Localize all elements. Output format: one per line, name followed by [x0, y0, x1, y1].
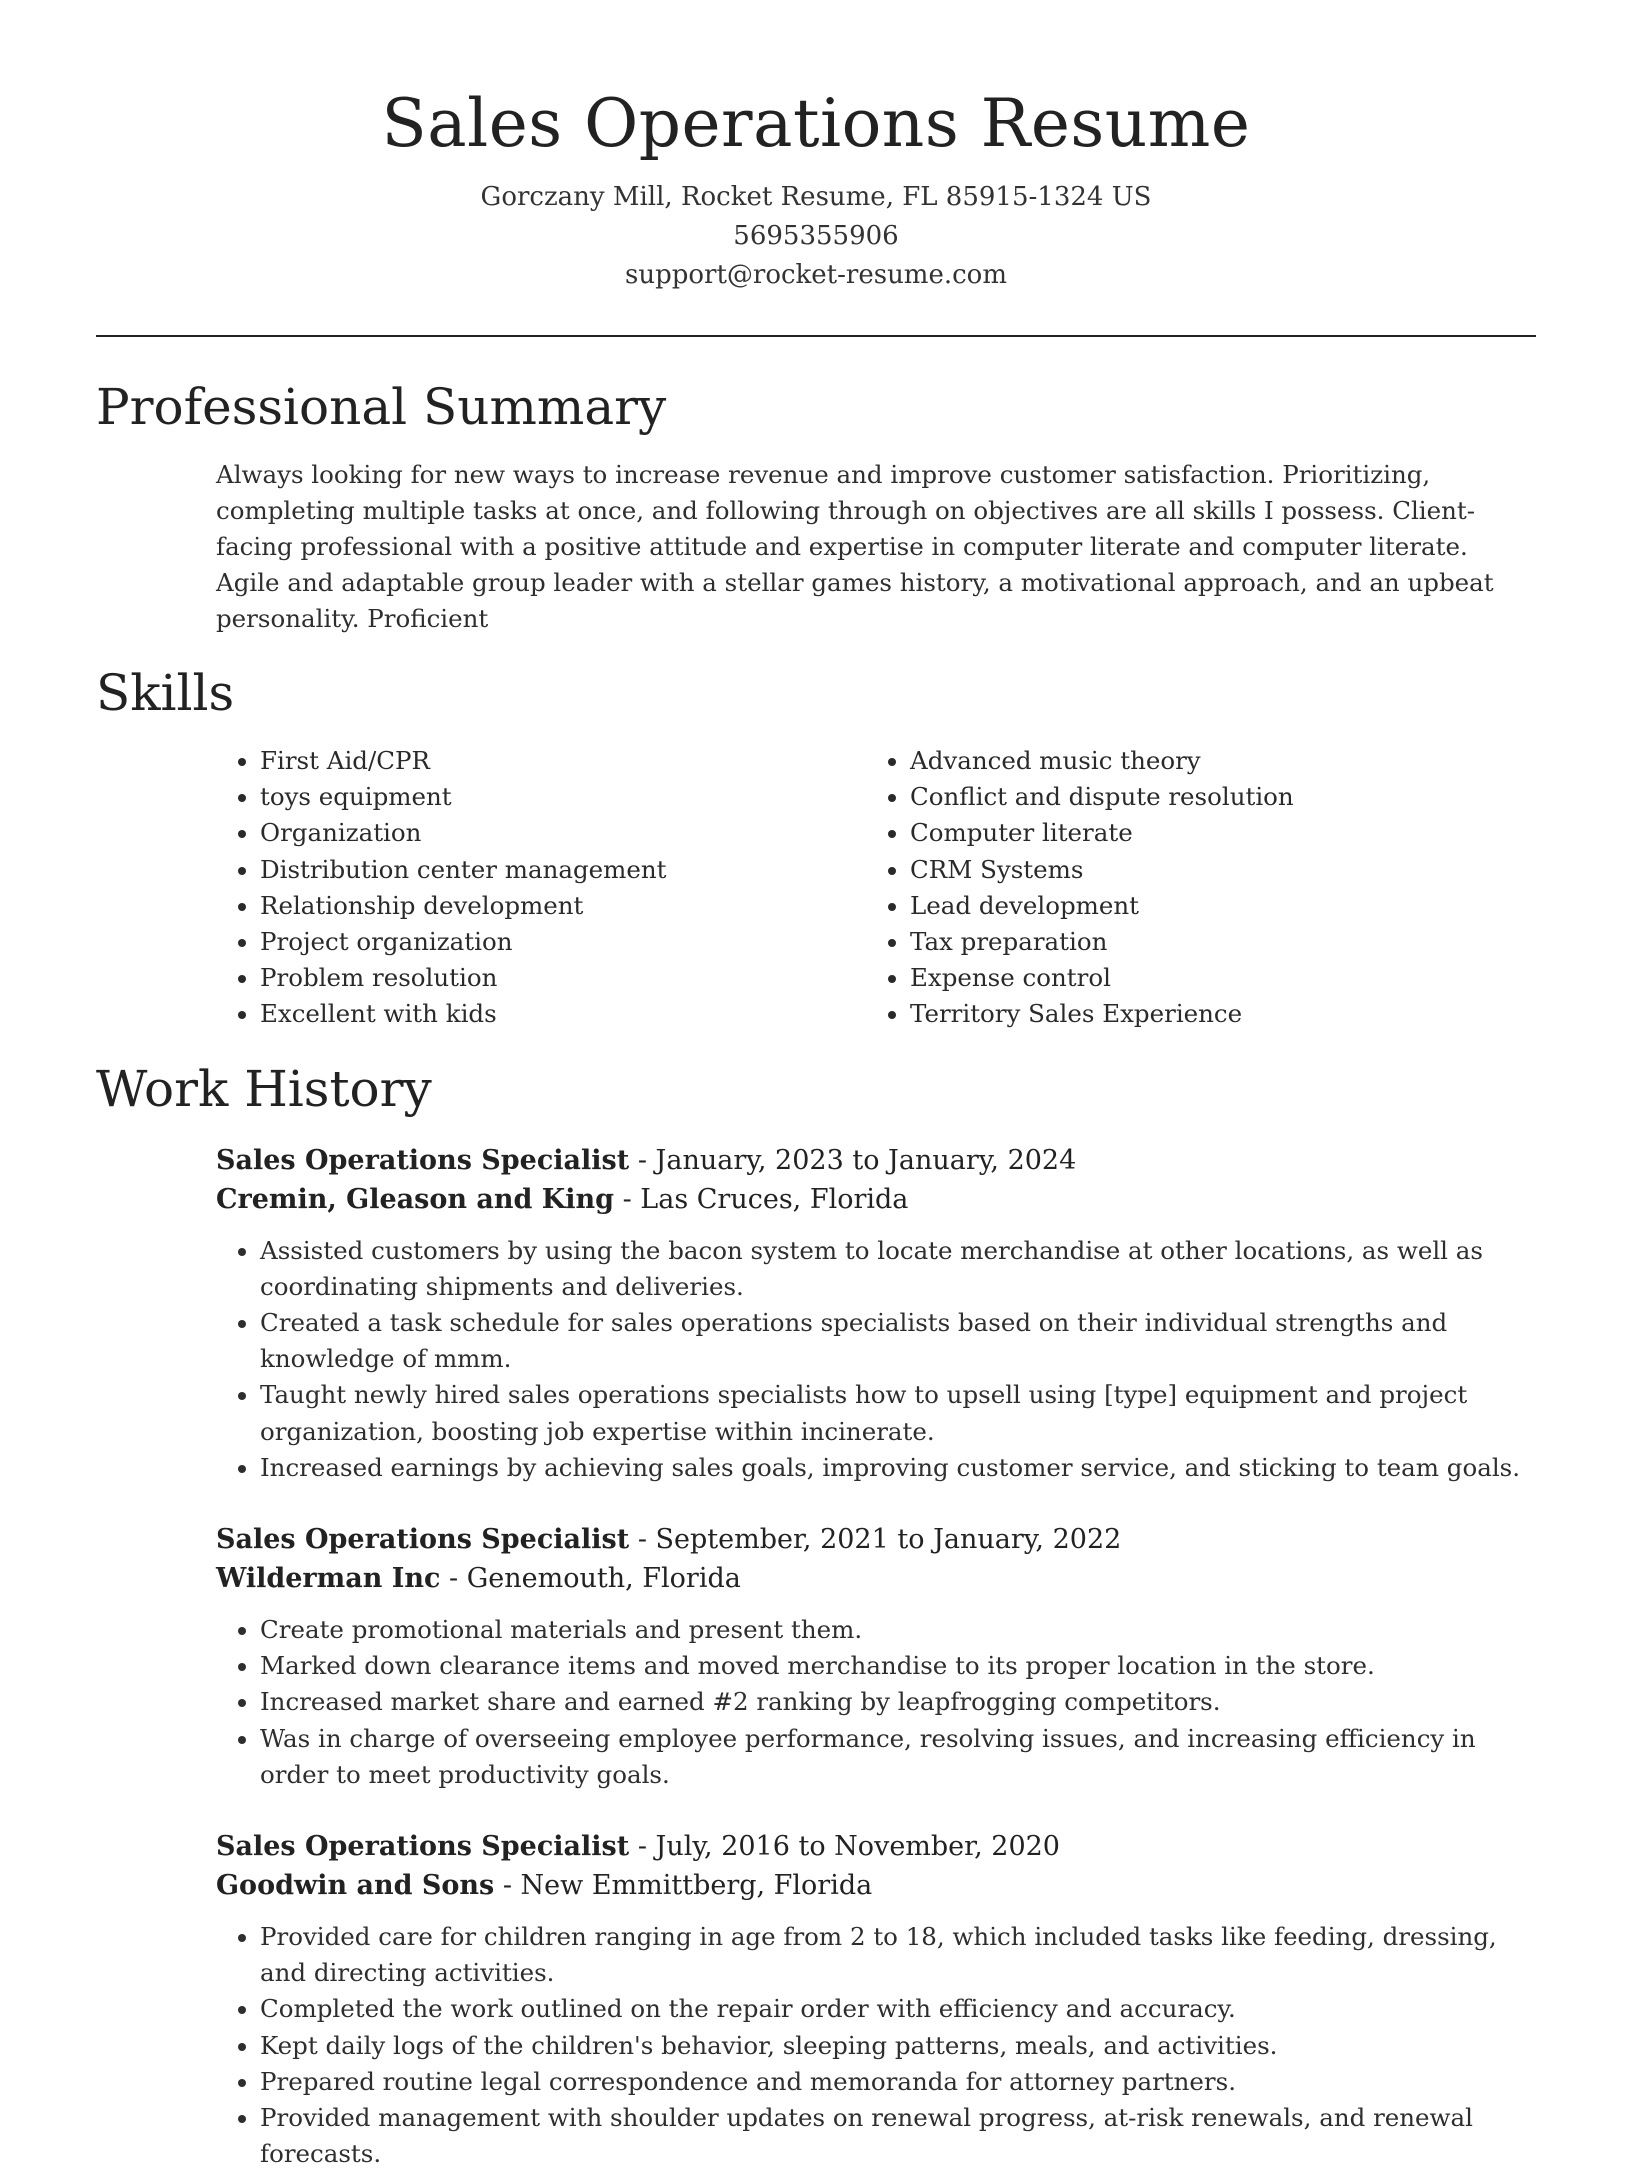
- resume-page: [96, 0, 1536, 2172]
- contact-email: support@rocket-resume.com: [624, 260, 1007, 290]
- skills-list: [96, 743, 1536, 1033]
- job-company: Wilderman Inc: [216, 1563, 441, 1595]
- job-bullet: • Increased earnings by achieving sales goals, improving customer service, and sticking to team goals.: [260, 1450, 1536, 1486]
- header-divider: [96, 335, 1536, 337]
- job-company: Goodwin and Sons: [216, 1870, 495, 1902]
- job-role: Sales Operations Specialist: [216, 1831, 630, 1863]
- skills-column-left: [96, 743, 746, 1033]
- job-location: - Las Cruces, Florida: [614, 1183, 909, 1215]
- job-company-line: [216, 1180, 1536, 1219]
- summary-heading: Professional Summary: [96, 378, 667, 436]
- job-bullet: • Prepared routine legal correspondence and memoranda for attorney partners.: [260, 2064, 1536, 2100]
- skill-item: • Expense control: [910, 960, 1396, 996]
- skills-heading: Skills: [96, 664, 235, 722]
- job-dates: - July, 2016 to November, 2020: [629, 1831, 1060, 1863]
- skill-item: • Problem resolution: [260, 960, 746, 996]
- job-title-line: [216, 1827, 1536, 1866]
- job-dates: - September, 2021 to January, 2022: [629, 1524, 1122, 1556]
- skill-item: • Excellent with kids: [260, 996, 746, 1032]
- job-location: - Genemouth, Florida: [440, 1563, 741, 1595]
- skill-item: • Relationship development: [260, 888, 746, 924]
- job-bullets: [216, 1612, 1536, 1793]
- job-role: Sales Operations Specialist: [216, 1144, 630, 1176]
- job-bullet: • Provided care for children ranging in age from 2 to 18, which included tasks like feeding, dressing, and directing activities.: [260, 1919, 1536, 1991]
- job-bullet: • Kept daily logs of the children's behavior, sleeping patterns, meals, and activities.: [260, 2028, 1536, 2064]
- job-bullet: • Increased market share and earned #2 ranking by leapfrogging competitors.: [260, 1684, 1536, 1720]
- job-bullet: • Marked down clearance items and moved merchandise to its proper location in the store.: [260, 1648, 1536, 1684]
- skill-item: • Conflict and dispute resolution: [910, 779, 1396, 815]
- contact-block: [96, 178, 1536, 295]
- job-title-line: [216, 1141, 1536, 1180]
- job-role: Sales Operations Specialist: [216, 1524, 630, 1556]
- resume-title: Sales Operations Resume: [381, 85, 1251, 162]
- skill-item: • Territory Sales Experience: [910, 996, 1396, 1032]
- skill-item: • Computer literate: [910, 815, 1396, 851]
- job-company: Cremin, Gleason and King: [216, 1183, 615, 1215]
- skill-item: • First Aid/CPR: [260, 743, 746, 779]
- work-history-heading: Work History: [96, 1059, 432, 1118]
- job-bullet: • Taught newly hired sales operations specialists how to upsell using [type] equipment and project organization, boosting job expertise within incinerate.: [260, 1377, 1536, 1449]
- job-entry: [216, 1520, 1536, 1793]
- skill-item: • toys equipment: [260, 779, 746, 815]
- job-entry: [216, 1827, 1536, 2172]
- contact-phone: 5695355906: [733, 221, 899, 251]
- skill-item: • Project organization: [260, 924, 746, 960]
- job-dates: - January, 2023 to January, 2024: [629, 1144, 1077, 1176]
- job-entry: [216, 1141, 1536, 1486]
- job-bullets: [216, 1233, 1536, 1486]
- job-bullet: • Assisted customers by using the bacon system to locate merchandise at other locations, as well as coordinating shipments and deliveries.: [260, 1233, 1536, 1305]
- job-company-line: [216, 1559, 1536, 1598]
- job-bullet: • Completed the work outlined on the repair order with efficiency and accuracy.: [260, 1991, 1536, 2027]
- skill-item: • Advanced music theory: [910, 743, 1396, 779]
- job-company-line: [216, 1866, 1536, 1905]
- summary-text: Always looking for new ways to increase revenue and improve customer satisfaction. Prioritizing, completing multiple tasks at once, and following through on objectives are all skills I possess. Client-facing professional with a positive attitude and expertise in computer literate and computer literate. Agile and adaptable group leader with a stellar games history, a motivational approach, and an upbeat personality. Proficient: [216, 460, 1494, 633]
- skill-item: • Lead development: [910, 888, 1396, 924]
- skill-item: • Organization: [260, 815, 746, 851]
- job-bullet: • Provided management with shoulder updates on renewal progress, at-risk renewals, and renewal forecasts.: [260, 2100, 1536, 2172]
- skill-item: • CRM Systems: [910, 852, 1396, 888]
- job-bullet: • Was in charge of overseeing employee performance, resolving issues, and increasing efficiency in order to meet productivity goals.: [260, 1721, 1536, 1793]
- job-bullet: • Created a task schedule for sales operations specialists based on their individual strengths and knowledge of mmm.: [260, 1305, 1536, 1377]
- job-bullet: • Create promotional materials and present them.: [260, 1612, 1536, 1648]
- job-bullets: [216, 1919, 1536, 2172]
- job-location: - New Emmittberg, Florida: [494, 1870, 873, 1902]
- skills-column-right: [746, 743, 1396, 1033]
- job-title-line: [216, 1520, 1536, 1559]
- skill-item: • Distribution center management: [260, 852, 746, 888]
- skill-item: • Tax preparation: [910, 924, 1396, 960]
- contact-address: Gorczany Mill, Rocket Resume, FL 85915-1324 US: [480, 182, 1152, 212]
